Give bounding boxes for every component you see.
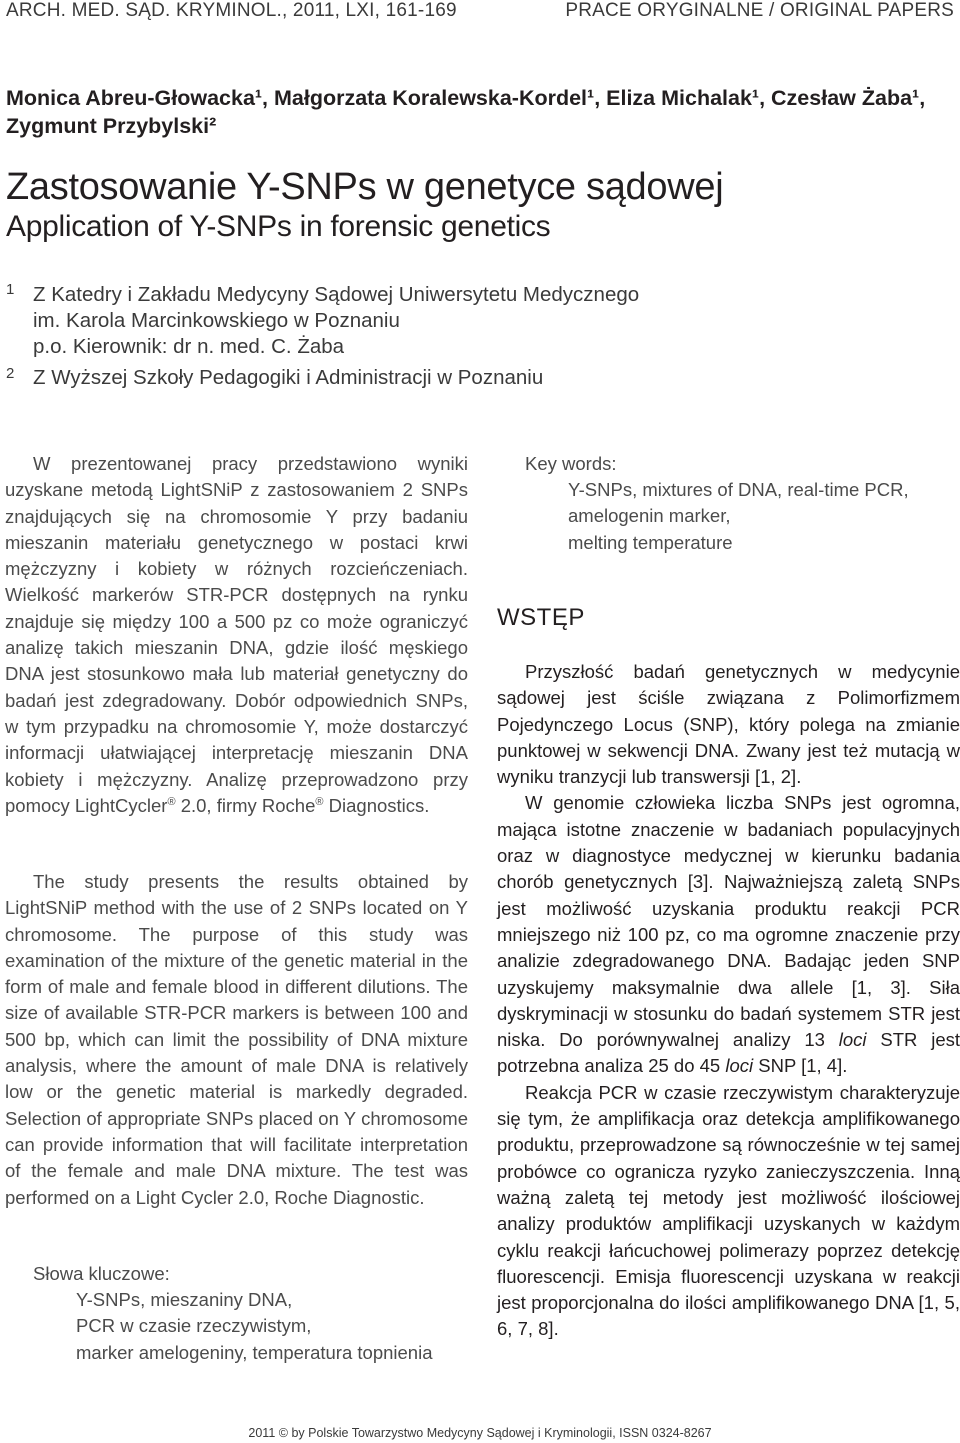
- title-polish: Zastosowanie Y-SNPs w genetyce sądowej: [6, 166, 724, 208]
- abstract-english-text: The study presents the results obtained by LightSNiP method with the use of 2 SNPs located on Y chromosome. The purpose of this study was examination of the mixture of the genetic material in the form of male and female blood in different dilutions. The size of available STR-PCR markers is between 100 and 500 bp, which can limit the possibility of DNA mixture analysis, where the amount of male DNA is relatively low or the genetic material is markedly degraded. Selection of appropriate SNPs placed on Y chromosome can provide information that will facilitate interpretation of the female and male DNA mixture. The test was performed on a Light Cycler 2.0, Roche Diagnostic.: [5, 871, 468, 1208]
- intro-paragraph-3: Reakcja PCR w czasie rzeczywistym charakteryzuje się tym, że amplifikacja oraz detekcja amplifikowanego produktu, przeprowadzone są równocześnie w tej samej probówce co ogranicza ryzyko zanieczyszczenia. Inną ważną zaletą tej metody jest możliwość ilościowej analizy produktów amplifikacji uzyskanych w każdym cyklu reakcji łańcuchowej polimerazy poprzez detekcję fluorescencji. Emisja fluorescencji uzyskana w reakcji jest proporcjonalna do ilości amplifikowanego DNA [1, 5, 6, 7, 8].: [497, 1081, 960, 1340]
- intro-paragraph-2-text: SNP [1, 4].: [753, 1055, 848, 1077]
- abstract-polish-tail: 2.0, firmy Roche: [180, 794, 316, 816]
- registered-mark: ®: [315, 795, 324, 808]
- copyright-footer: [0, 1426, 960, 1440]
- keyword-line: Y-SNPs, mieszaniny DNA,: [76, 1289, 293, 1310]
- abstract-english: [5, 869, 468, 1211]
- abstract-polish: [5, 451, 468, 819]
- loci-term: loci: [725, 1055, 754, 1077]
- intro-paragraph-1: Przyszłość badań genetycznych w medycynie sądowej jest ściśle związana z Polimorfizmem Pojedynczego Locus (SNP), który polega na zmianie punktowej w sekwencji DNA. Zwany jest też mutacją w wyniku tranzycji lub transwersji [1, 2].: [497, 661, 960, 788]
- affiliation-1-line: p.o. Kierownik: dr n. med. C. Żaba: [33, 335, 345, 358]
- intro-paragraph-2-text: W genomie człowieka liczba SNPs jest ogromna, mająca istotne znaczenie w badaniach populacyjnych oraz w diagnostyce medycznej w kierunku badania chorób genetycznych [3]. Najważniejszą zaletą SNPs jest możliwość uzyskania produktu reakcji PCR mniejszego niż 100 pz, co ma ogromne znaczenie przy analizie zdegradowanego DNA. Badając jeden SNP uzyskujemy maksymalnie dwa allele [1, 3]. Siła dyskryminacji w stosunku do badań systemem STR jest niska. Do porównywalnej analizy 13: [497, 792, 960, 1051]
- keywords-polish-list: [76, 1287, 433, 1366]
- author-line-1: Monica Abreu-Głowacka¹, Małgorzata Koralewska-Kordel¹, Eliza Michalak¹, Czesław Żaba¹,: [6, 86, 926, 110]
- intro-body: [497, 659, 960, 1343]
- abstract-polish-text: W prezentowanej pracy przedstawiono wyniki uzyskane metodą LightSNiP z zastosowaniem 2 SNPs znajdujących się na chromosomie Y przy badaniu mieszanin materiału genetycznego w postaci krwi mężczyzny i kobiety w różnych rozcieńczeniach. Wielkość markerów STR-PCR dostępnych na rynku znajduje się między 100 a 500 pz co może ograniczyć analizę takich mieszanin DNA, gdzie ilość męskiego DNA jest stosunkowo mała lub materiał genetyczny do badań jest zdegradowany. Dobór odpowiednich SNPs, w tym przypadku na chromosomie Y, może dostarczyć informacji ułatwiającej interpretację mieszanin DNA kobiety i mężczyzny. Analizę przeprowadzono przy pomocy LightCycler: [5, 453, 468, 816]
- affiliation-2: Z Wyższej Szkoły Pedagogiki i Administracji w Poznaniu: [33, 366, 544, 389]
- loci-term: loci: [838, 1029, 867, 1051]
- affiliation-1-line: Z Katedry i Zakładu Medycyny Sądowej Uniwersytetu Medycznego: [33, 283, 640, 306]
- copyright-icon: ©: [278, 1426, 288, 1440]
- title-english: Application of Y-SNPs in forensic genetics: [6, 210, 551, 243]
- affiliation-1-line: im. Karola Marcinkowskiego w Poznaniu: [33, 309, 400, 332]
- intro-paragraph-2: [497, 790, 960, 1079]
- affiliation-2-number: 2: [6, 365, 15, 382]
- author-list: [6, 84, 956, 140]
- footer-text: by Polskie Towarzystwo Medycyny Sądowej i Kryminologii, ISSN 0324-8267: [288, 1426, 712, 1440]
- keyword-line: marker amelogeniny, temperatura topnienia: [76, 1341, 433, 1363]
- registered-mark: ®: [167, 795, 176, 808]
- keywords-english-list: [568, 477, 909, 556]
- article-type: PRACE ORYGINALNE / ORIGINAL PAPERS: [565, 0, 954, 21]
- journal-citation: ARCH. MED. SĄD. KRYMINOL., 2011, LXI, 161-169: [6, 0, 457, 21]
- affiliation-1: [33, 282, 639, 360]
- author-line-2: Zygmunt Przybylski²: [6, 114, 217, 138]
- keywords-polish-label: Słowa kluczowe:: [33, 1263, 170, 1284]
- affiliation-1-number: 1: [6, 281, 15, 298]
- intro-paragraph-2-text: STR jest potrzebna analiza 25 do 45: [497, 1029, 960, 1077]
- keyword-line: amelogenin marker,: [568, 505, 731, 527]
- abstract-polish-tail-end: Diagnostics.: [323, 794, 430, 816]
- keyword-line: Y-SNPs, mixtures of DNA, real-time PCR,: [568, 479, 909, 500]
- keyword-line: PCR w czasie rzeczywistym,: [76, 1315, 312, 1337]
- footer-year: 2011: [248, 1426, 276, 1440]
- keyword-line: melting temperature: [568, 531, 733, 553]
- section-heading-intro: WSTĘP: [497, 604, 585, 631]
- keywords-english-label: Key words:: [525, 453, 617, 474]
